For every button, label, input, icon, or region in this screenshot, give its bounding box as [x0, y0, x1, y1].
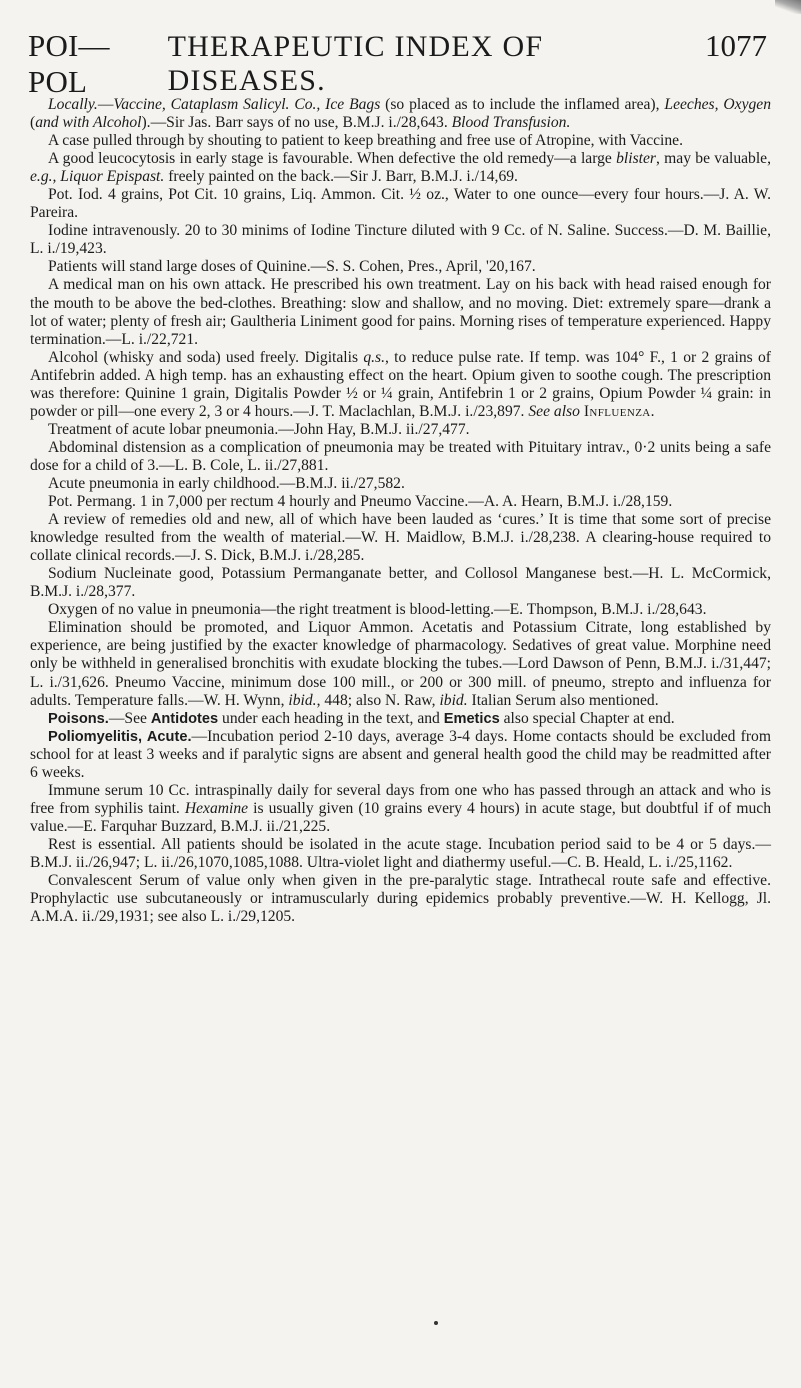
paragraph [30, 836, 771, 872]
text-run: ibid. [288, 691, 317, 709]
text-run: — [97, 96, 114, 113]
text-run: ).—Sir Jas. Barr says of no use, B.M.J. i./28,643. [141, 114, 452, 132]
entry-heading: Emetics [443, 710, 500, 727]
entry-heading: Poisons. [48, 710, 109, 727]
text-run: Italian Serum also mentioned. [467, 691, 659, 709]
text-run: ( [30, 114, 36, 132]
paragraph [30, 150, 771, 186]
text-run: Convalescent Serum of value only when given in the pre-paralytic stage. Intrathecal route safe and effective. Prophylactic use subcutaneously or intramuscularly during epidemics probably preventive.—W. H. Kellogg, Jl. A.M.A. ii./29,1931; see also L. i./29,1205. [30, 872, 771, 926]
paragraph [30, 96, 771, 132]
text-run: , to reduce pulse rate. If temp. was 104° F., 1 or 2 grains of Antifebrin added. A high temp. has an exhausting effect on the heart. Opium given to soothe cough. The prescription was therefore: Quinine 1 grain, Digitalis Powder ½ or ¼ grain, Antifebrin 1 or 2 grains, Opium Powder ¼ grain: in powder or pill—one every 2, 3 or 4 hours.—J. T. Maclachlan, B.M.J. i./23,897. [30, 348, 771, 420]
paragraph [30, 710, 771, 728]
paragraph [30, 493, 771, 511]
footer-mark [434, 1321, 438, 1325]
text-run: e.g., Liquor Epispast. [30, 168, 165, 186]
header-title: THERAPEUTIC INDEX OF DISEASES. [167, 30, 544, 97]
text-run: (so placed as to include the inflamed area), [380, 96, 665, 113]
paragraph [30, 601, 771, 619]
text-run: See also [528, 402, 580, 420]
page-number: 1077 [705, 28, 767, 63]
text-run: Leeches, Oxygen [664, 96, 772, 113]
text-run: Oxygen of no value in pneumonia—the right treatment is blood-letting.—E. Thompson, B.M.J. i./28,643. [48, 601, 707, 619]
paragraph [30, 186, 771, 222]
text-run: Patients will stand large doses of Quinine.—S. S. Cohen, Pres., April, '20,167. [48, 258, 536, 276]
paragraph [30, 872, 771, 926]
paragraph [30, 421, 771, 439]
text-run: Rest is essential. All patients should be isolated in the acute stage. Incubation period said to be 4 or 5 days.—B.M.J. ii./26,947; L. ii./26,1070,1085,1088. Ultra-violet light and diathermy useful.—C. B. Heald, L. i./25,1162. [30, 835, 771, 871]
paragraph [30, 565, 771, 601]
text-run: freely painted on the back.—Sir J. Barr, B.M.J. i./14,69. [164, 168, 518, 186]
body-text [30, 96, 771, 926]
text-run: , may be valuable, [655, 150, 771, 168]
text-run: blister [616, 150, 656, 168]
header-section-range: POI—POL [28, 28, 110, 99]
text-run: Locally. [48, 96, 98, 113]
text-run: ibid. [439, 691, 468, 709]
text-run: , 448; also N. Raw, [316, 691, 440, 709]
paragraph [30, 782, 771, 836]
running-header [28, 28, 767, 99]
page-corner-tear [775, 0, 801, 14]
paragraph [30, 439, 771, 475]
text-run: Influenza. [583, 402, 655, 420]
text-run: Sodium Nucleinate good, Potassium Permanganate better, and Collosol Manganese best.—H. L. McCormick, B.M.J. i./28,377. [30, 565, 771, 601]
text-run: Treatment of acute lobar pneumonia.—John Hay, B.M.J. ii./27,477. [48, 420, 470, 438]
paragraph [30, 475, 771, 493]
paragraph [30, 619, 771, 709]
text-run: Iodine intravenously. 20 to 30 minims of Iodine Tincture diluted with 9 Cc. of N. Saline. Success.—D. M. Baillie, L. i./19,423. [30, 222, 771, 258]
text-run: q.s. [363, 348, 385, 366]
entry-heading: Antidotes [150, 710, 219, 727]
entry-heading: Poliomyelitis, Acute. [48, 728, 192, 745]
text-run: Acute pneumonia in early childhood.—B.M.J. ii./27,582. [48, 474, 405, 492]
text-run: Vaccine, Cataplasm Salicyl. Co., Ice Bags [113, 96, 381, 113]
text-run: A good leucocytosis in early stage is favourable. When defective the old remedy—a large [48, 150, 617, 168]
text-run: —Incubation period 2-10 days, average 3-4 days. Home contacts should be excluded from school for at least 3 weeks and if paralytic signs are absent and general health good the child may be readmitted after 6 weeks. [30, 727, 771, 781]
paragraph [30, 132, 771, 150]
text-run: and with Alcohol [35, 114, 142, 132]
paragraph [30, 728, 771, 782]
text-run: Immune serum 10 Cc. intraspinally daily for several days from one who has passed through an attack and who is free from syphilis taint. [30, 781, 771, 817]
text-run: Pot. Permang. 1 in 7,000 per rectum 4 hourly and Pneumo Vaccine.—A. A. Hearn, B.M.J. i./28,159. [48, 493, 673, 511]
text-run: Alcohol (whisky and soda) used freely. Digitalis [48, 348, 364, 366]
text-run: A medical man on his own attack. He prescribed his own treatment. Lay on his back with head raised enough for the mouth to be above the bed-clothes. Breathing: slow and shallow, and no moving. Diet: extremely spare—drank a lot of water; plenty of fresh air; Gaultheria Liniment good for pains. Morning rises of temperature experienced. Happy termination.—L. i./22,721. [30, 276, 771, 348]
paragraph [30, 276, 771, 348]
text-run: Pot. Iod. 4 grains, Pot Cit. 10 grains, Liq. Ammon. Cit. ½ oz., Water to one ounce—every four hours.—J. A. W. Pareira. [30, 186, 771, 222]
text-run: —See [108, 709, 151, 727]
text-run: is usually given (10 grains every 4 hours) in acute stage, but doubtful if of much value.—E. Farquhar Buzzard, B.M.J. ii./21,225. [30, 799, 771, 835]
text-run: Elimination should be promoted, and Liquor Ammon. Acetatis and Potassium Citrate, long established by experience, are being justified by the exacter knowledge of pharmacology. Sedatives of great value. Morphine need only be withheld in generalised bronchitis with exudate blocking the tubes.—Lord Dawson of Penn, B.M.J. i./31,447; L. i./31,626. Pneumo Vaccine, minimum dose 100 mill., or 200 or 300 mill. of pneumo, strepto and influenza for adults. Temperature falls.—W. H. Wynn, [30, 619, 771, 709]
text-run: Hexamine [184, 799, 249, 817]
paragraph [30, 258, 771, 276]
text-run: Blood Transfusion. [451, 114, 571, 132]
text-run: also special Chapter at end. [499, 709, 675, 727]
paragraph [30, 349, 771, 421]
paragraph [30, 511, 771, 565]
text-run: Abdominal distension as a complication of pneumonia may be treated with Pituitary intrav., 0·2 units being a safe dose for a child of 3.—L. B. Cole, L. ii./27,881. [30, 438, 771, 474]
text-run: A review of remedies old and new, all of which have been lauded as ‘cures.’ It is time that some sort of precise knowledge resulted from the wealth of material.—W. H. Maidlow, B.M.J. i./28,238. A clearing-house required to collate clinical records.—J. S. Dick, B.M.J. i./28,285. [30, 511, 771, 565]
paragraph [30, 222, 771, 258]
text-run: A case pulled through by shouting to patient to keep breathing and free use of Atropine, with Vaccine. [48, 132, 683, 150]
text-run: under each heading in the text, and [218, 709, 444, 727]
